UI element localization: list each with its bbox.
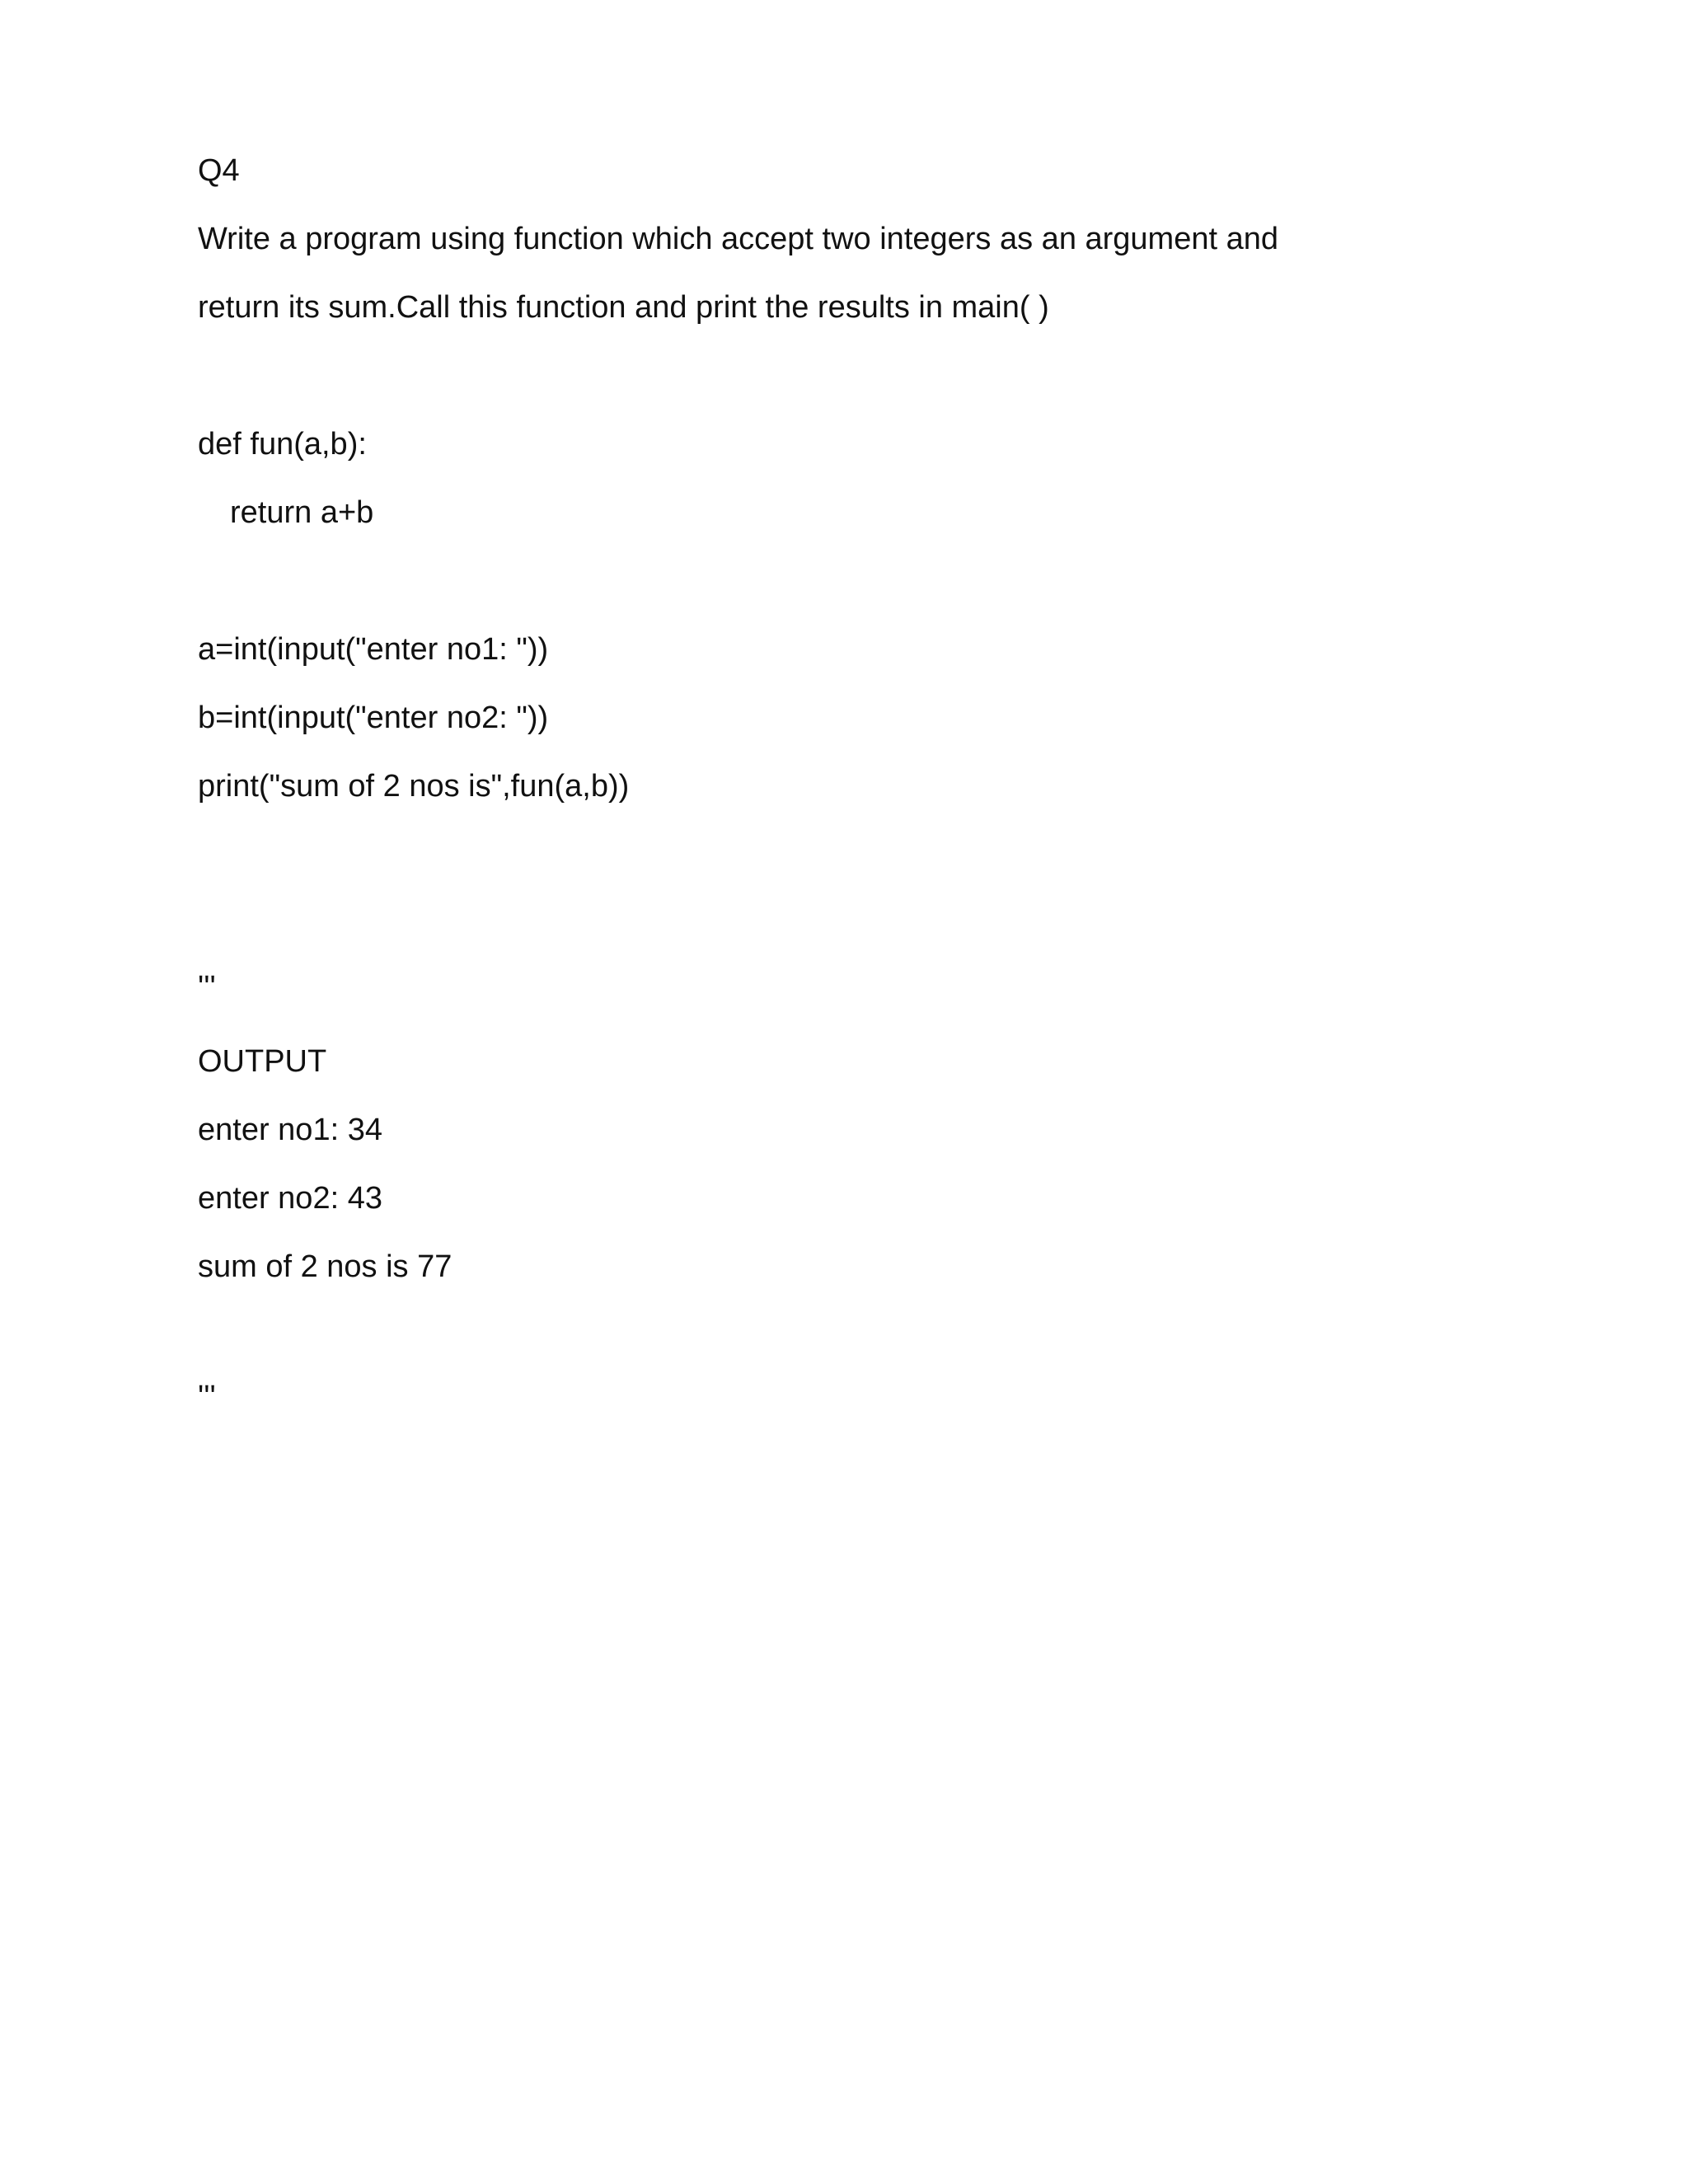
code-return-line: return a+b	[230, 495, 374, 530]
output-heading: OUTPUT	[198, 1044, 327, 1079]
question-label: Q4	[198, 153, 240, 188]
code-input-a-line: a=int(input("enter no1: "))	[198, 632, 549, 667]
docstring-open: '''	[198, 970, 216, 1005]
output-line-3: sum of 2 nos is 77	[198, 1249, 452, 1284]
code-print-line: print("sum of 2 nos is",fun(a,b))	[198, 769, 630, 804]
output-line-2: enter no2: 43	[198, 1181, 382, 1216]
docstring-close: '''	[198, 1380, 216, 1414]
code-input-b-line: b=int(input("enter no2: "))	[198, 701, 549, 735]
code-def-line: def fun(a,b):	[198, 427, 367, 462]
question-text-line-2: return its sum.Call this function and print the results in main( )	[198, 290, 1049, 325]
question-text-line-1: Write a program using function which accept two integers as an argument and	[198, 222, 1278, 256]
output-line-1: enter no1: 34	[198, 1113, 382, 1147]
